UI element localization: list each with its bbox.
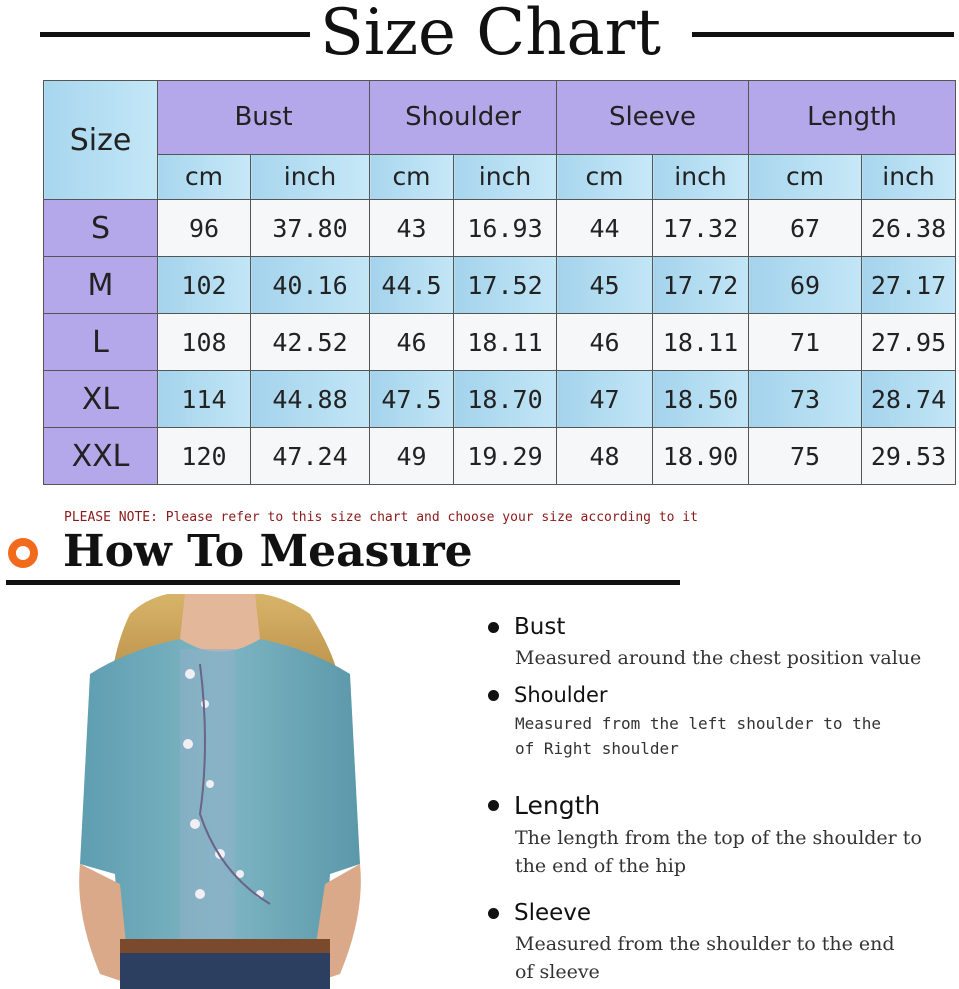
- table-cell: 47.5: [370, 371, 454, 428]
- size-label: L: [44, 314, 158, 371]
- product-photo: [70, 594, 370, 989]
- page-title: Size Chart: [320, 0, 661, 70]
- table-cell: 45: [557, 257, 653, 314]
- table-cell: 18.70: [454, 371, 557, 428]
- sleeve-header: Sleeve: [557, 81, 749, 155]
- table-cell: 40.16: [251, 257, 370, 314]
- measure-item-shoulder: [488, 683, 948, 761]
- table-cell: 27.17: [862, 257, 956, 314]
- table-cell: 120: [158, 428, 251, 485]
- table-row: [44, 200, 956, 257]
- table-row: [44, 314, 956, 371]
- table-cell: 108: [158, 314, 251, 371]
- table-cell: 27.95: [862, 314, 956, 371]
- table-cell: 48: [557, 428, 653, 485]
- table-cell: 17.72: [653, 257, 749, 314]
- table-cell: 19.29: [454, 428, 557, 485]
- unit-header: inch: [454, 154, 557, 199]
- table-cell: 73: [749, 371, 862, 428]
- circle-bullet-icon: [8, 538, 38, 568]
- table-cell: 44.5: [370, 257, 454, 314]
- unit-header: inch: [862, 154, 956, 199]
- table-cell: 16.93: [454, 200, 557, 257]
- table-cell: 102: [158, 257, 251, 314]
- bust-header: Bust: [158, 81, 370, 155]
- shoulder-header: Shoulder: [370, 81, 557, 155]
- size-chart-table: [43, 80, 956, 485]
- measure-desc-line: Measured from the left shoulder to the: [515, 714, 882, 733]
- measure-desc-line: Measured from the shoulder to the end: [515, 933, 895, 955]
- measure-desc-line: Measured around the chest position value: [515, 647, 922, 669]
- table-cell: 28.74: [862, 371, 956, 428]
- table-cell: 71: [749, 314, 862, 371]
- how-to-measure-title: How To Measure: [63, 526, 473, 577]
- table-cell: 47.24: [251, 428, 370, 485]
- unit-header: cm: [158, 154, 251, 199]
- size-label: M: [44, 257, 158, 314]
- table-cell: 46: [370, 314, 454, 371]
- measure-desc-line: the end of the hip: [515, 855, 686, 877]
- unit-header: cm: [749, 154, 862, 199]
- measure-item-bust: [488, 614, 948, 672]
- table-cell: 17.52: [454, 257, 557, 314]
- table-cell: 18.50: [653, 371, 749, 428]
- table-cell: 18.11: [454, 314, 557, 371]
- measure-desc-line: The length from the top of the shoulder to: [515, 827, 922, 849]
- size-label: XL: [44, 371, 158, 428]
- size-note: PLEASE NOTE: Please refer to this size chart and choose your size according to it: [64, 510, 698, 525]
- table-cell: 69: [749, 257, 862, 314]
- table-row: [44, 257, 956, 314]
- length-header: Length: [749, 81, 956, 155]
- table-cell: 44.88: [251, 371, 370, 428]
- how-to-rule: [6, 580, 680, 585]
- measure-item-length: [488, 791, 948, 880]
- table-cell: 17.32: [653, 200, 749, 257]
- table-cell: 43: [370, 200, 454, 257]
- table-cell: 29.53: [862, 428, 956, 485]
- table-cell: 49: [370, 428, 454, 485]
- table-row: [44, 428, 956, 485]
- table-cell: 42.52: [251, 314, 370, 371]
- unit-header: inch: [251, 154, 370, 199]
- bullet-icon: [488, 800, 499, 811]
- bullet-icon: [488, 690, 499, 701]
- measure-label: Shoulder: [514, 683, 608, 707]
- table-row: [44, 371, 956, 428]
- table-cell: 47: [557, 371, 653, 428]
- table-cell: 44: [557, 200, 653, 257]
- bullet-icon: [488, 908, 499, 919]
- size-label: XXL: [44, 428, 158, 485]
- table-cell: 46: [557, 314, 653, 371]
- title-rule-left: [40, 32, 310, 37]
- table-cell: 37.80: [251, 200, 370, 257]
- measure-label: Length: [514, 791, 601, 820]
- title-rule-right: [692, 32, 954, 37]
- table-cell: 67: [749, 200, 862, 257]
- size-label: S: [44, 200, 158, 257]
- table-cell: 26.38: [862, 200, 956, 257]
- bullet-icon: [488, 622, 499, 633]
- measure-label: Sleeve: [514, 900, 592, 926]
- table-cell: 75: [749, 428, 862, 485]
- table-cell: 18.11: [653, 314, 749, 371]
- size-column-header: Size: [44, 81, 158, 200]
- unit-header: inch: [653, 154, 749, 199]
- table-cell: 18.90: [653, 428, 749, 485]
- measure-desc-line: of Right shoulder: [515, 739, 679, 758]
- measure-item-sleeve: [488, 900, 948, 986]
- measure-desc-line: of sleeve: [515, 961, 600, 983]
- unit-header: cm: [370, 154, 454, 199]
- table-cell: 114: [158, 371, 251, 428]
- measure-label: Bust: [514, 614, 566, 640]
- unit-header: cm: [557, 154, 653, 199]
- table-cell: 96: [158, 200, 251, 257]
